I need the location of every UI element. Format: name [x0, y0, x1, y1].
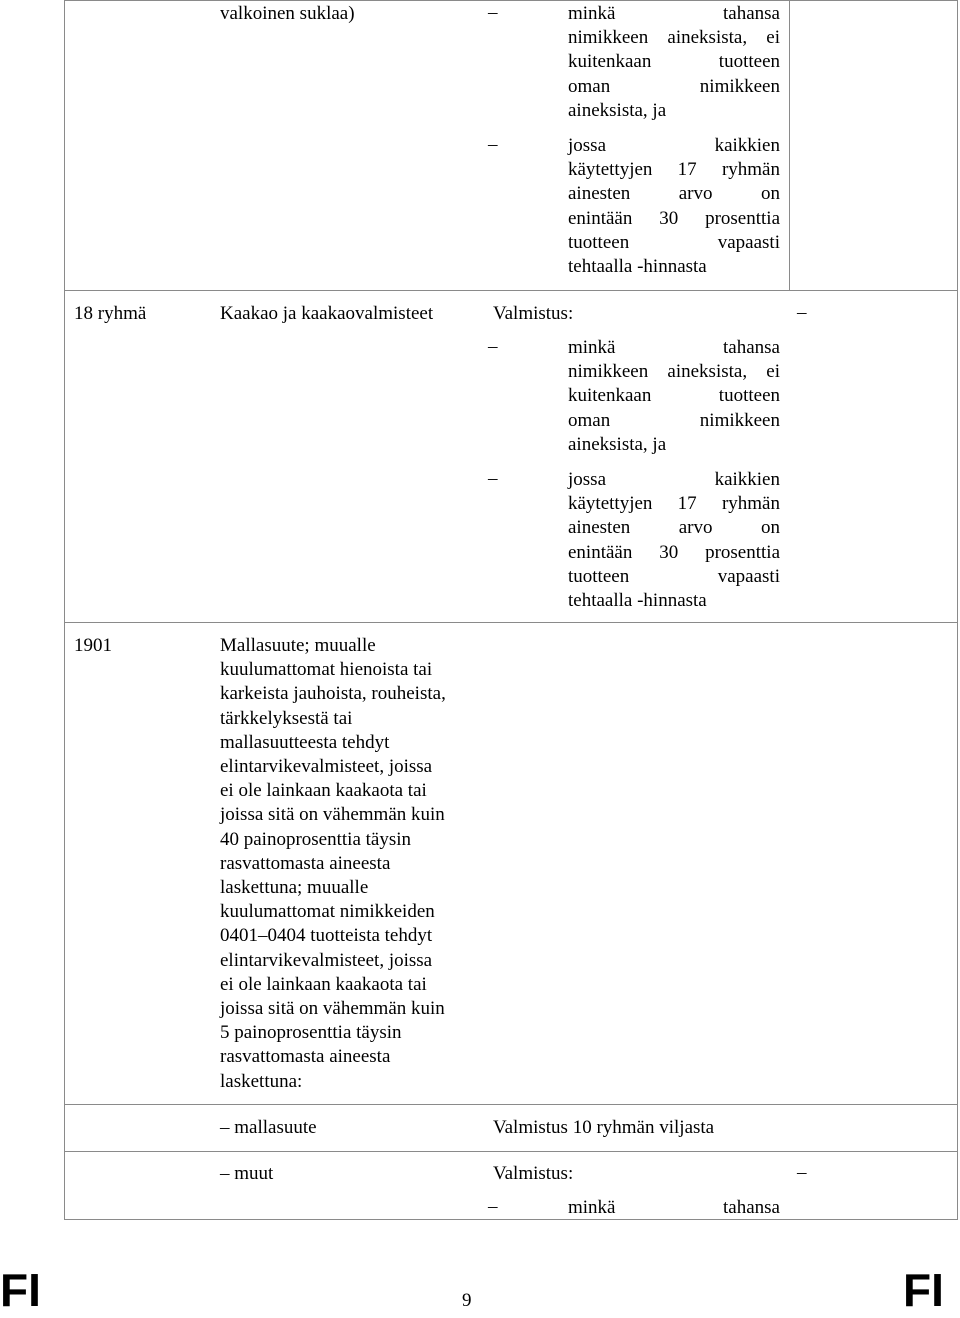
- condition-line: oman nimikkeen: [568, 409, 780, 431]
- condition-line: jossa kaikkien: [568, 469, 780, 490]
- condition-line: tehtaalla -hinnasta: [568, 256, 707, 278]
- condition-block: [568, 1196, 780, 1220]
- product-name: – mallasuute: [220, 1117, 317, 1138]
- description-line: elintarvikevalmisteet, joissa: [220, 949, 433, 971]
- description-line: ei ole lainkaan kaakaota tai: [220, 973, 427, 995]
- description-line: elintarvikevalmisteet, joissa: [220, 756, 433, 778]
- condition-block: [568, 2, 780, 123]
- product-name: Kaakao ja kaakaovalmisteet: [220, 303, 434, 324]
- condition-block: [568, 134, 780, 279]
- condition-label: Valmistus:: [493, 303, 574, 324]
- description-line: tärkkelyksestä tai: [220, 707, 353, 729]
- condition-block: [568, 336, 780, 457]
- condition-line: enintään 30 prosenttia: [568, 207, 780, 229]
- footer-language-right: FI: [903, 1264, 944, 1316]
- condition-line: jossa kaikkien: [568, 135, 780, 156]
- alt-dash: –: [797, 1162, 807, 1183]
- condition-label: Valmistus 10 ryhmän viljasta: [493, 1117, 715, 1138]
- condition-line: ainesten arvo on: [568, 183, 780, 205]
- condition-line: minkä tahansa: [568, 337, 780, 358]
- condition-line: käytettyjen 17 ryhmän: [568, 159, 780, 181]
- dash-bullet: –: [488, 336, 498, 357]
- description-line: laskettuna:: [220, 1070, 303, 1092]
- description-line: ei ole lainkaan kaakaota tai: [220, 780, 427, 802]
- description-line: laskettuna; muualle: [220, 877, 369, 899]
- condition-label: Valmistus:: [493, 1163, 574, 1184]
- condition-line: nimikkeen aineksista, ei: [568, 27, 780, 49]
- description-line: 0401–0404 tuotteista tehdyt: [220, 925, 433, 947]
- condition-line: tuotteen vapaasti: [568, 565, 780, 587]
- table-border-top: [64, 0, 958, 1]
- condition-line: tuotteen vapaasti: [568, 231, 780, 253]
- product-description: [220, 634, 490, 1094]
- dash-bullet: –: [488, 134, 498, 155]
- condition-line: minkä tahansa: [568, 1197, 780, 1218]
- condition-line: kuitenkaan tuotteen: [568, 51, 780, 73]
- footer-language-left: FI: [0, 1264, 41, 1316]
- condition-line: käytettyjen 17 ryhmän: [568, 493, 780, 515]
- description-line: kuulumattomat nimikkeiden: [220, 901, 435, 923]
- product-name: valkoinen suklaa): [220, 3, 355, 24]
- description-line: karkeista jauhoista, rouheista,: [220, 683, 446, 705]
- condition-line: minkä tahansa: [568, 3, 780, 24]
- dash-bullet: –: [488, 2, 498, 23]
- condition-line: enintään 30 prosenttia: [568, 541, 780, 563]
- row-divider: [64, 290, 958, 291]
- condition-line: aineksista, ja: [568, 99, 667, 121]
- description-line: Mallasuute; muualle: [220, 635, 376, 656]
- heading-code: 1901: [74, 635, 112, 656]
- alt-dash: –: [797, 302, 807, 323]
- dash-bullet: –: [488, 1196, 498, 1217]
- description-line: 40 painoprosenttia täysin: [220, 828, 412, 850]
- description-line: joissa sitä on vähemmän kuin: [220, 804, 445, 826]
- description-line: rasvattomasta aineesta: [220, 1046, 391, 1068]
- row-divider: [64, 1104, 958, 1105]
- description-line: 5 painoprosenttia täysin: [220, 1022, 402, 1044]
- condition-line: kuitenkaan tuotteen: [568, 385, 780, 407]
- condition-line: nimikkeen aineksista, ei: [568, 361, 780, 383]
- description-line: kuulumattomat hienoista tai: [220, 659, 433, 681]
- row-divider: [64, 1151, 958, 1152]
- heading-code: 18 ryhmä: [74, 303, 147, 324]
- description-line: rasvattomasta aineesta: [220, 852, 391, 874]
- product-name: – muut: [220, 1163, 274, 1184]
- dash-bullet: –: [488, 468, 498, 489]
- condition-line: tehtaalla -hinnasta: [568, 590, 707, 612]
- condition-line: ainesten arvo on: [568, 517, 780, 539]
- table-border-right: [957, 0, 958, 1220]
- page-number: 9: [462, 1290, 472, 1311]
- row-divider: [64, 622, 958, 623]
- description-line: mallasuutteesta tehdyt: [220, 731, 390, 753]
- table-border-bottom: [64, 1219, 958, 1220]
- column-divider: [789, 0, 790, 290]
- table-border-left: [64, 0, 65, 1220]
- condition-line: oman nimikkeen: [568, 75, 780, 97]
- description-line: joissa sitä on vähemmän kuin: [220, 998, 445, 1020]
- condition-block: [568, 468, 780, 613]
- condition-line: aineksista, ja: [568, 433, 667, 455]
